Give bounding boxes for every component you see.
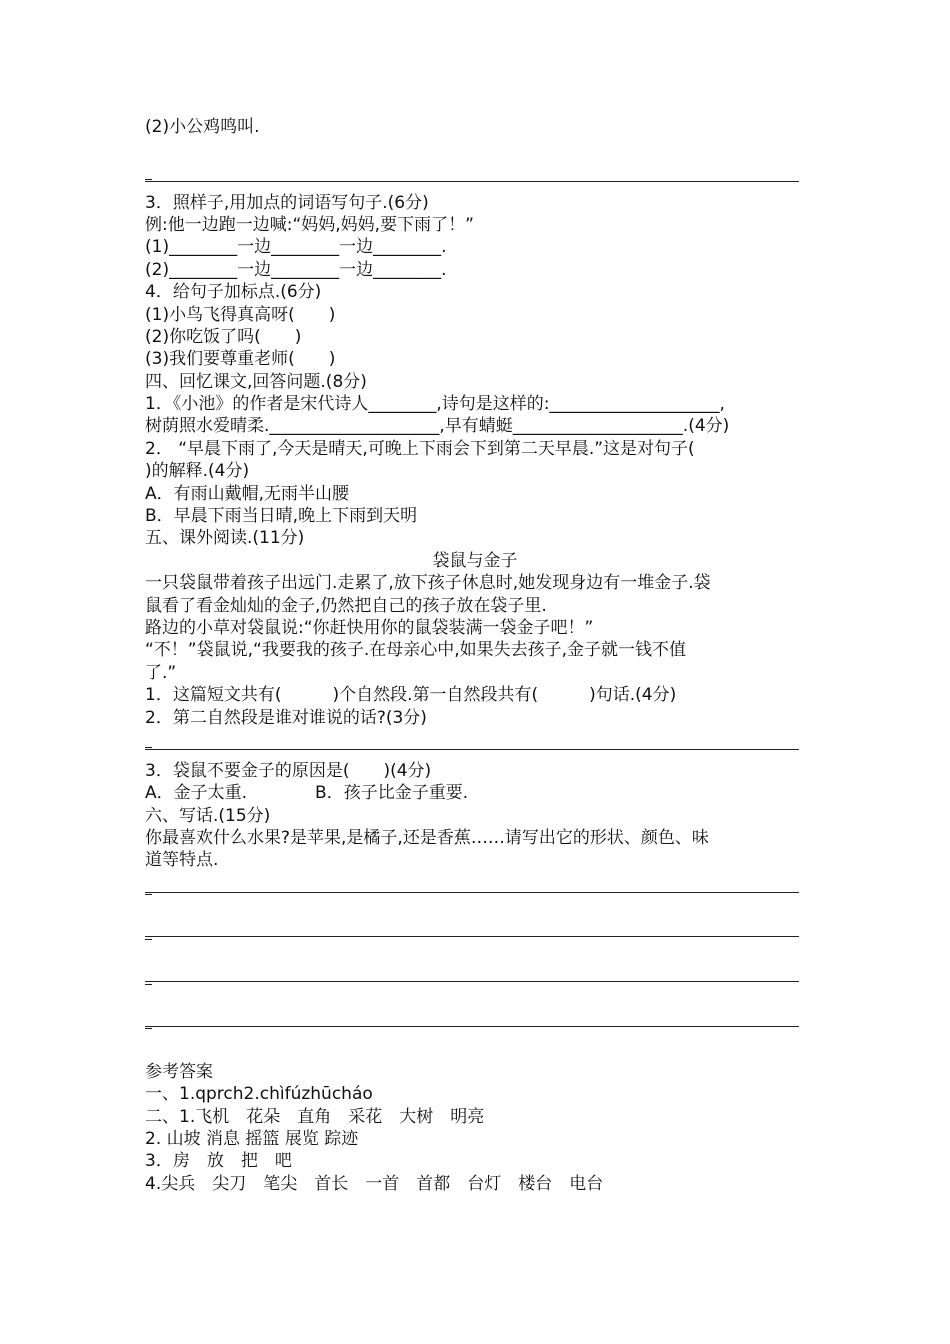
section-heading: 五、课外阅读.(11分)	[145, 528, 305, 549]
passage-line: 了.”	[145, 662, 177, 683]
fill-in-line: (1)________一边________一边________.	[145, 237, 447, 258]
passage-line: 鼠看了看金灿灿的金子,仍然把自己的孩子放在袋子里.	[145, 595, 547, 616]
answer-line[interactable]	[145, 729, 805, 751]
answer-line-text: 一、1.qprch2.chìfúzhūcháo	[145, 1084, 373, 1105]
blank-gap	[145, 1051, 805, 1061]
writing-line[interactable]	[145, 872, 805, 894]
writing-line[interactable]	[145, 916, 805, 938]
writing-line-tail	[145, 984, 805, 1006]
question-line: )的解释.(4分)	[145, 461, 250, 482]
writing-line-tail	[145, 939, 805, 961]
question-heading: 4．给句子加标点.(6分)	[145, 282, 322, 303]
writing-line[interactable]	[145, 1006, 805, 1028]
question-line: 树荫照水爱晴柔.____________________,早有蜻蜓____________________.(4分)	[145, 416, 730, 437]
question-line: 1．《小池》的作者是宋代诗人________,诗句是这样的:____________________,	[145, 394, 725, 415]
passage-line: 一只袋鼠带着孩子出远门.走累了,放下孩子休息时,她发现身边有一堆金子.袋	[145, 573, 711, 594]
document-page	[145, 116, 805, 1195]
answer-line[interactable]	[145, 161, 805, 183]
prompt-line: 你最喜欢什么水果?是苹果,是橘子,还是香蕉……请写出它的形状、颜色、味	[145, 827, 709, 848]
option-b: B．早晨下雨当日晴,晚上下雨到天明	[145, 506, 418, 527]
answer-line-text: 3．房 放 把 吧	[145, 1151, 292, 1172]
writing-line[interactable]	[145, 961, 805, 983]
question-line: 3．袋鼠不要金子的原因是( )(4分)	[145, 760, 432, 781]
example-line: 例:他一边跑一边喊:“妈妈,妈妈,要下雨了！”	[145, 214, 474, 235]
question-line: (2)小公鸡鸣叫.	[145, 117, 260, 137]
passage-title: 袋鼠与金子	[432, 550, 518, 571]
answers-heading: 参考答案	[145, 1061, 213, 1082]
prompt-line: 道等特点.	[145, 850, 219, 871]
section-heading: 四、回忆课文,回答问题.(8分)	[145, 371, 367, 392]
passage-line: “不！”袋鼠说,“我要我的孩子.在母亲心中,如果失去孩子,金子就一钱不值	[145, 640, 687, 661]
question-line: 2．第二自然段是谁对谁说的话?(3分)	[145, 707, 427, 728]
writing-line-tail	[145, 894, 805, 916]
answer-line-tail	[145, 751, 805, 773]
blank-gap	[145, 138, 805, 160]
answer-line-text: 2. 山坡 消息 摇篮 展览 踪迹	[145, 1128, 359, 1149]
question-line: 2． “早晨下雨了,今天是晴天,可晚上下雨会下到第二天早晨.”这是对句子(	[145, 438, 695, 459]
options-line: A．金子太重. B．孩子比金子重要.	[145, 783, 469, 804]
option-a: A．有雨山戴帽,无雨半山腰	[145, 483, 350, 504]
section-heading: 六、写话.(15分)	[145, 805, 271, 826]
question-line: (1)小鸟飞得真高呀( )	[145, 304, 336, 325]
question-heading: 3．照样子,用加点的词语写句子.(6分)	[145, 192, 429, 213]
answer-line-text: 4.尖兵 尖刀 笔尖 首长 一首 首都 台灯 楼台 电台	[145, 1173, 604, 1194]
fill-in-line: (2)________一边________一边________.	[145, 259, 447, 280]
answer-line-tail	[145, 183, 805, 205]
answer-line-text: 二、1.飞机 花朵 直角 采花 大树 明亮	[145, 1106, 485, 1127]
question-line: (2)你吃饭了吗( )	[145, 326, 302, 347]
question-line: (3)我们要尊重老师( )	[145, 349, 336, 370]
passage-line: 路边的小草对袋鼠说:“你赶快用你的鼠袋装满一袋金子吧！”	[145, 617, 594, 638]
question-line: 1．这篇短文共有( )个自然段.第一自然段共有( )句话.(4分)	[145, 685, 677, 706]
writing-line-tail	[145, 1028, 805, 1050]
